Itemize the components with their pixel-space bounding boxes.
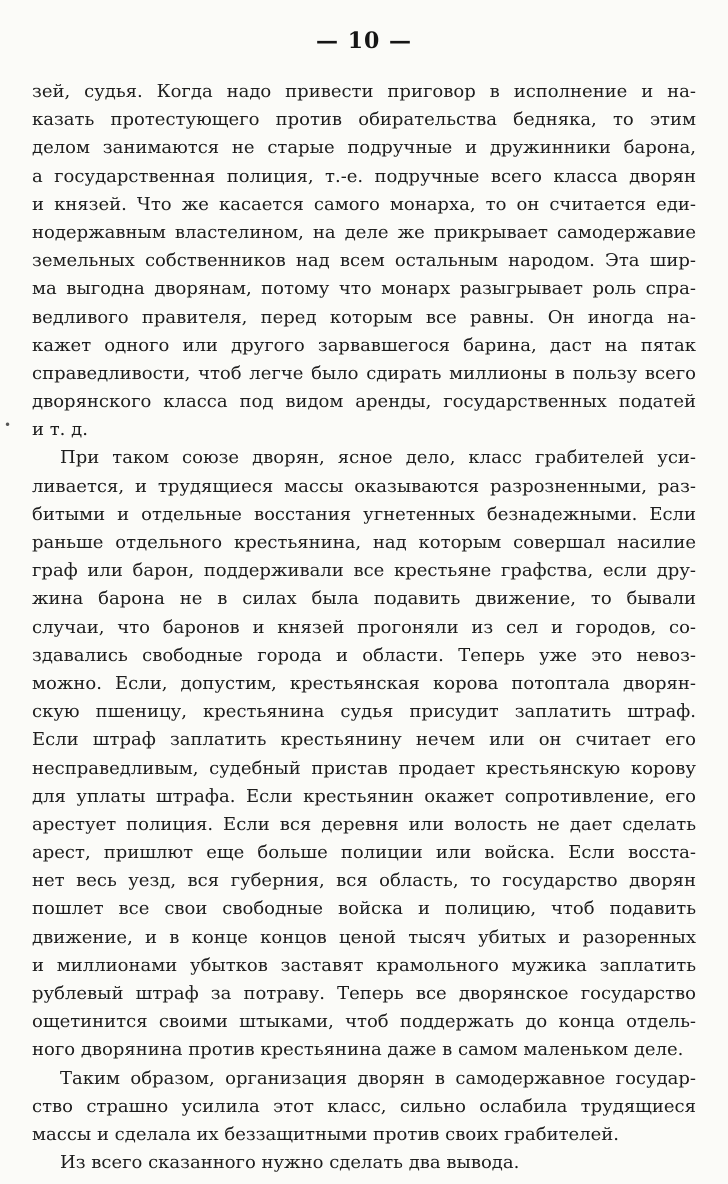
text-line: жина барона не в силах была подавить движение, то бывали: [32, 588, 696, 610]
text-line: арестует полиция. Если вся деревня или волость не дает сделать: [32, 813, 696, 835]
text-line: кажет одного или другого зарвавшегося барина, даст на пятак: [32, 334, 696, 356]
text-line: ного дворянина против крестьянина даже в самом маленьком деле.: [32, 1039, 684, 1061]
text-line: и т. д.: [32, 419, 88, 441]
text-line: дворянского класса под видом аренды, государственных податей: [32, 391, 696, 413]
text-line: движение, и в конце концов ценой тысяч убитых и разоренных: [32, 926, 696, 948]
text-line: ство страшно усилила этот класс, сильно ослабила трудящиеся: [32, 1095, 696, 1117]
text-line: земельных собственников над всем остальным народом. Эта шир-: [32, 250, 696, 272]
text-line: делом занимаются не старые подручные и дружинники барона,: [32, 137, 696, 159]
text-line: пошлет все свои свободные войска и полицию, чтоб подавить: [32, 898, 696, 920]
text-line: арест, пришлют еще больше полиции или войска. Если восста-: [32, 842, 696, 864]
text-line: массы и сделала их беззащитными против своих грабителей.: [32, 1123, 620, 1145]
text-line: а государственная полиция, т.-е. подручные всего класса дворян: [32, 165, 696, 187]
text-line: Если штраф заплатить крестьянину нечем или он считает его: [32, 729, 696, 751]
text-line: нет весь уезд, вся губерния, вся область, то государство дворян: [32, 870, 696, 892]
text-line: несправедливым, судебный пристав продает крестьянскую корову: [32, 757, 696, 779]
text-line: Из всего сказанного нужно сделать два вывода.: [60, 1152, 520, 1174]
text-line: случаи, что баронов и князей прогоняли из сел и городов, со-: [32, 616, 696, 638]
text-line: зей, судья. Когда надо привести приговор в исполнение и на-: [32, 81, 696, 102]
text-line: При таком союзе дворян, ясное дело, класс грабителей уси-: [60, 447, 696, 469]
text-line: битыми и отдельные восстания угнетенных безнадежными. Если: [32, 503, 696, 525]
text-line: можно. Если, допустим, крестьянская корова потоптала дворян-: [32, 672, 696, 694]
text-line: скую пшеницу, крестьянина судья присудит заплатить штраф.: [32, 701, 696, 723]
page-number: — 10 —: [316, 28, 412, 54]
text-line: казать протестующего против обирательства бедняка, то этим: [32, 109, 696, 131]
text-line: и миллионами убытков заставят крамольного мужика заплатить: [32, 954, 696, 976]
text-line: Таким образом, организация дворян в самодержавное государ-: [60, 1067, 696, 1089]
text-line: здавались свободные города и области. Теперь уже это невоз-: [32, 644, 696, 666]
text-line: ощетинится своими штыками, чтоб поддержать до конца отдель-: [32, 1011, 696, 1033]
text-line: нодержавным властелином, на деле же прикрывает самодержавие: [32, 221, 696, 243]
text-line: ма выгодна дворянам, потому что монарх разыгрывает роль спра-: [32, 278, 696, 300]
text-line: и князей. Что же касается самого монарха, то он считается еди-: [32, 193, 696, 215]
body-text: [32, 78, 696, 1177]
text-line: для уплаты штрафа. Если крестьянин окажет сопротивление, его: [32, 785, 696, 807]
text-line: ведливого правителя, перед которым все равны. Он иногда на-: [32, 306, 696, 328]
text-line: раньше отдельного крестьянина, над которым совершал насилие: [32, 532, 696, 553]
margin-mark: •: [4, 418, 12, 432]
text-line: граф или барон, поддерживали все крестьяне графства, если дру-: [32, 560, 696, 582]
text-line: ливается, и трудящиеся массы оказываются разрозненными, раз-: [32, 475, 696, 497]
text-line: справедливости, чтоб легче было сдирать миллионы в пользу всего: [32, 362, 696, 384]
text-line: рублевый штраф за потраву. Теперь все дворянское государство: [32, 983, 696, 1004]
